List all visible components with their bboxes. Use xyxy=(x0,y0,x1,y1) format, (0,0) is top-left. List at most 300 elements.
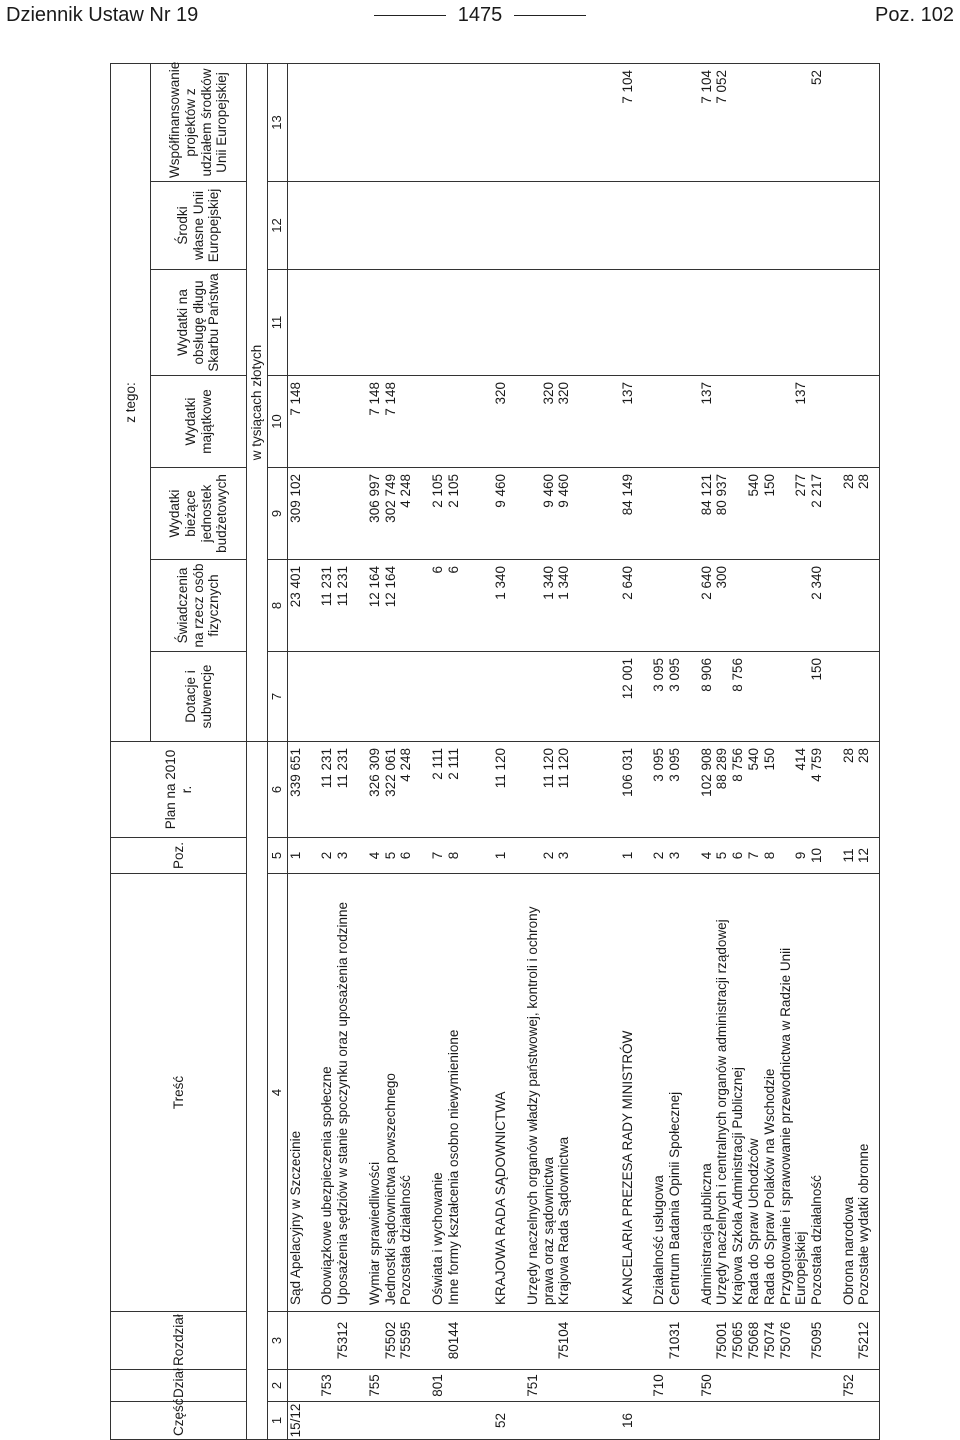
cell-dotacje: 8 906 xyxy=(698,658,714,692)
cell-majatkowe xyxy=(398,376,414,467)
cell-dotacje xyxy=(525,652,541,741)
cell-dzial xyxy=(793,1370,809,1401)
cell-dzial xyxy=(588,1370,604,1401)
cell-czesc xyxy=(398,1402,414,1439)
cell-majatkowe xyxy=(841,376,857,467)
cell-dotacje xyxy=(604,652,620,741)
cell-plan xyxy=(477,742,493,837)
cell-poz: 1 xyxy=(493,851,509,860)
cell-czesc xyxy=(778,1402,794,1439)
cell-rozdzial xyxy=(477,1312,493,1369)
cell-majatkowe xyxy=(746,376,762,467)
cell-majatkowe: 320 xyxy=(493,382,509,405)
cell-plan: 3 095 xyxy=(666,748,682,782)
cell-swiadczenia: 11 231 xyxy=(335,566,351,607)
cell-czesc xyxy=(683,1402,699,1439)
cell-dotacje xyxy=(762,652,778,741)
cell-dotacje xyxy=(588,652,604,741)
cell-swiadczenia: 2 340 xyxy=(809,566,825,600)
cell-majatkowe xyxy=(762,376,778,467)
cell-rozdzial xyxy=(683,1312,699,1369)
cell-dlug xyxy=(414,270,430,375)
cell-dotacje: 12 001 xyxy=(619,658,635,700)
cell-swiadczenia xyxy=(414,560,430,651)
budget-table xyxy=(110,63,880,1440)
cell-tresc: Urzędy naczelnych organów władzy państwowej, kontroli i ochrony xyxy=(524,906,540,1305)
cell-dzial xyxy=(493,1370,509,1401)
cell-srodki xyxy=(446,182,462,269)
cell-rozdzial xyxy=(367,1312,383,1369)
cell-rozdzial xyxy=(509,1312,525,1369)
cell-dlug xyxy=(762,270,778,375)
cell-czesc xyxy=(825,1402,841,1439)
cell-majatkowe xyxy=(825,376,841,467)
header-wydatki-biezace: Wydatki bieżące jednostek budżetowych xyxy=(151,468,247,560)
cell-biezace: 540 xyxy=(745,474,761,497)
column-rozdzial xyxy=(287,1312,879,1370)
column-number: 8 xyxy=(267,560,287,652)
header-plan: Plan na 2010 r. xyxy=(111,742,247,838)
cell-srodki xyxy=(462,182,478,269)
cell-swiadczenia xyxy=(856,560,872,651)
cell-dotacje xyxy=(462,652,478,741)
cell-srodki xyxy=(288,182,304,269)
cell-biezace: 84 121 xyxy=(698,474,714,516)
cell-biezace xyxy=(572,468,588,559)
cell-majatkowe xyxy=(319,376,335,467)
cell-biezace: 277 xyxy=(793,474,809,497)
cell-dotacje xyxy=(714,652,730,741)
cell-srodki xyxy=(304,182,320,269)
position-number: Poz. 102 xyxy=(875,4,954,26)
cell-biezace xyxy=(335,468,351,559)
cell-srodki xyxy=(856,182,872,269)
cell-dotacje xyxy=(746,652,762,741)
cell-dzial xyxy=(825,1370,841,1401)
cell-czesc xyxy=(588,1402,604,1439)
cell-dotacje xyxy=(351,652,367,741)
cell-dzial xyxy=(683,1370,699,1401)
cell-wspol xyxy=(556,64,572,181)
cell-dotacje xyxy=(304,652,320,741)
cell-dzial xyxy=(541,1370,557,1401)
cell-dotacje: 8 756 xyxy=(730,658,746,692)
cell-rozdzial xyxy=(541,1312,557,1369)
cell-tresc: Obrona narodowa xyxy=(840,1196,856,1305)
column-srodki xyxy=(287,182,879,270)
cell-wspol xyxy=(304,64,320,181)
cell-tresc xyxy=(304,874,320,1311)
cell-poz: 8 xyxy=(761,851,777,860)
cell-dlug xyxy=(493,270,509,375)
cell-dotacje xyxy=(367,652,383,741)
cell-tresc: Jednostki sądownictwa powszechnego xyxy=(382,1073,398,1305)
cell-srodki xyxy=(398,182,414,269)
cell-wspol xyxy=(446,64,462,181)
column-number: 9 xyxy=(267,468,287,560)
cell-poz: 7 xyxy=(429,851,445,860)
cell-majatkowe xyxy=(430,376,446,467)
cell-swiadczenia: 6 xyxy=(429,566,445,574)
cell-plan xyxy=(414,742,430,837)
cell-swiadczenia xyxy=(351,560,367,651)
cell-biezace: 9 460 xyxy=(556,474,572,508)
column-number: 13 xyxy=(267,63,287,181)
cell-dlug xyxy=(367,270,383,375)
cell-majatkowe xyxy=(335,376,351,467)
cell-tresc: Urzędy naczelnych i centralnych organów administracji rządowej xyxy=(714,919,730,1305)
cell-majatkowe xyxy=(588,376,604,467)
cell-dotacje xyxy=(398,652,414,741)
header-poz: Poz. xyxy=(111,838,247,874)
cell-wspol xyxy=(651,64,667,181)
cell-dotacje xyxy=(556,652,572,741)
cell-czesc xyxy=(699,1402,715,1439)
cell-srodki xyxy=(525,182,541,269)
cell-rozdzial: 75001 xyxy=(714,1321,730,1360)
cell-dlug xyxy=(541,270,557,375)
cell-dotacje xyxy=(383,652,399,741)
cell-tresc: Pozostałe wydatki obronne xyxy=(856,1143,872,1305)
cell-dzial xyxy=(714,1370,730,1401)
column-number: 2 xyxy=(267,1370,287,1402)
cell-wspol xyxy=(667,64,683,181)
cell-majatkowe xyxy=(856,376,872,467)
cell-czesc xyxy=(651,1402,667,1439)
cell-tresc: Pozostała działalność xyxy=(398,1175,414,1305)
cell-swiadczenia: 12 164 xyxy=(366,566,382,608)
cell-dzial xyxy=(667,1370,683,1401)
column-dotacje xyxy=(287,652,879,742)
cell-poz xyxy=(462,838,478,873)
cell-czesc xyxy=(746,1402,762,1439)
cell-dlug xyxy=(746,270,762,375)
cell-plan xyxy=(351,742,367,837)
cell-majatkowe xyxy=(509,376,525,467)
cell-dotacje: 3 095 xyxy=(666,658,682,692)
cell-dzial xyxy=(462,1370,478,1401)
cell-wspol xyxy=(778,64,794,181)
cell-srodki xyxy=(620,182,636,269)
cell-tresc: KANCELARIA PREZESA RADY MINISTRÓW xyxy=(619,1030,635,1305)
cell-swiadczenia xyxy=(793,560,809,651)
cell-tresc xyxy=(462,874,478,1311)
cell-tresc: prawa oraz sądownictwa xyxy=(540,1157,556,1305)
cell-wspol xyxy=(572,64,588,181)
cell-poz: 12 xyxy=(856,847,872,864)
cell-swiadczenia: 12 164 xyxy=(382,566,398,608)
cell-wspol xyxy=(351,64,367,181)
cell-dzial: 752 xyxy=(840,1374,856,1397)
cell-poz: 4 xyxy=(698,851,714,860)
cell-rozdzial xyxy=(651,1312,667,1369)
cell-srodki xyxy=(793,182,809,269)
cell-majatkowe xyxy=(683,376,699,467)
cell-dzial xyxy=(477,1370,493,1401)
cell-poz: 9 xyxy=(793,851,809,860)
cell-czesc xyxy=(430,1402,446,1439)
cell-dlug xyxy=(651,270,667,375)
cell-biezace: 306 997 xyxy=(366,474,382,523)
cell-dzial xyxy=(809,1370,825,1401)
cell-dzial: 710 xyxy=(651,1374,667,1397)
cell-dotacje xyxy=(635,652,651,741)
cell-poz: 4 xyxy=(366,851,382,860)
cell-dzial xyxy=(335,1370,351,1401)
cell-biezace: 150 xyxy=(761,474,777,497)
cell-wspol xyxy=(319,64,335,181)
cell-swiadczenia xyxy=(825,560,841,651)
cell-majatkowe xyxy=(651,376,667,467)
cell-srodki xyxy=(825,182,841,269)
cell-srodki xyxy=(651,182,667,269)
cell-dotacje xyxy=(335,652,351,741)
cell-biezace: 2 105 xyxy=(429,474,445,508)
cell-majatkowe xyxy=(572,376,588,467)
cell-tresc: Uposażenia sędziów w stanie spoczynku oraz uposażenia rodzinne xyxy=(335,902,351,1305)
cell-majatkowe: 137 xyxy=(619,382,635,405)
cell-dlug xyxy=(430,270,446,375)
cell-dlug xyxy=(604,270,620,375)
cell-plan: 339 651 xyxy=(287,748,303,797)
cell-dlug xyxy=(335,270,351,375)
cell-dzial xyxy=(414,1370,430,1401)
cell-swiadczenia: 6 xyxy=(445,566,461,574)
cell-srodki xyxy=(683,182,699,269)
cell-dlug xyxy=(304,270,320,375)
cell-plan: 11 120 xyxy=(556,748,572,789)
cell-tresc xyxy=(588,874,604,1311)
column-biezace xyxy=(287,468,879,560)
cell-dlug xyxy=(699,270,715,375)
cell-tresc xyxy=(351,874,367,1311)
cell-rozdzial: 75074 xyxy=(761,1321,777,1360)
cell-swiadczenia xyxy=(572,560,588,651)
cell-dlug xyxy=(446,270,462,375)
cell-tresc: Krajowa Rada Sądownictwa xyxy=(556,1136,572,1305)
cell-srodki xyxy=(414,182,430,269)
cell-srodki xyxy=(367,182,383,269)
column-number: 1 xyxy=(267,1402,287,1440)
cell-dlug xyxy=(714,270,730,375)
cell-biezace xyxy=(304,468,320,559)
cell-plan xyxy=(525,742,541,837)
cell-dzial xyxy=(635,1370,651,1401)
cell-swiadczenia xyxy=(304,560,320,651)
cell-swiadczenia xyxy=(462,560,478,651)
cell-swiadczenia xyxy=(778,560,794,651)
cell-plan: 106 031 xyxy=(619,748,635,797)
cell-majatkowe xyxy=(809,376,825,467)
cell-czesc xyxy=(556,1402,572,1439)
cell-rozdzial: 75104 xyxy=(556,1321,572,1360)
cell-swiadczenia xyxy=(588,560,604,651)
header-wydatki-majatkowe: Wydatki majątkowe xyxy=(151,376,247,468)
cell-tresc xyxy=(572,874,588,1311)
cell-dzial xyxy=(304,1370,320,1401)
cell-tresc: Obowiązkowe ubezpieczenia społeczne xyxy=(319,1066,335,1305)
cell-swiadczenia xyxy=(604,560,620,651)
cell-dlug xyxy=(462,270,478,375)
cell-poz xyxy=(525,838,541,873)
cell-rozdzial: 75068 xyxy=(745,1321,761,1360)
cell-dzial xyxy=(856,1370,872,1401)
cell-biezace xyxy=(825,468,841,559)
cell-rozdzial: 75312 xyxy=(335,1321,351,1360)
column-czesc xyxy=(287,1402,879,1440)
cell-poz xyxy=(588,838,604,873)
cell-srodki xyxy=(667,182,683,269)
cell-dzial: 755 xyxy=(366,1374,382,1397)
cell-plan xyxy=(635,742,651,837)
cell-biezace xyxy=(635,468,651,559)
cell-rozdzial: 75076 xyxy=(777,1321,793,1360)
cell-majatkowe xyxy=(730,376,746,467)
cell-poz: 3 xyxy=(335,851,351,860)
cell-dzial xyxy=(398,1370,414,1401)
cell-plan: 28 xyxy=(840,748,856,764)
cell-poz xyxy=(351,838,367,873)
cell-dlug xyxy=(509,270,525,375)
cell-srodki xyxy=(430,182,446,269)
cell-dotacje xyxy=(288,652,304,741)
cell-dlug xyxy=(841,270,857,375)
cell-biezace xyxy=(319,468,335,559)
cell-rozdzial xyxy=(462,1312,478,1369)
cell-dzial xyxy=(778,1370,794,1401)
cell-wspol xyxy=(683,64,699,181)
cell-plan: 11 231 xyxy=(319,748,335,789)
budget-table-sheet xyxy=(110,61,880,1440)
cell-majatkowe xyxy=(635,376,651,467)
cell-wspol: 7 104 xyxy=(698,69,714,104)
cell-tresc: Działalność usługowa xyxy=(651,1175,667,1305)
cell-tresc: Wymiar sprawiedliwości xyxy=(366,1161,382,1305)
cell-poz: 11 xyxy=(840,848,856,863)
cell-majatkowe xyxy=(462,376,478,467)
cell-biezace xyxy=(683,468,699,559)
cell-dlug xyxy=(856,270,872,375)
cell-dotacje xyxy=(319,652,335,741)
cell-rozdzial xyxy=(493,1312,509,1369)
cell-czesc xyxy=(635,1402,651,1439)
cell-dzial xyxy=(620,1370,636,1401)
cell-tresc xyxy=(683,874,699,1311)
cell-plan xyxy=(588,742,604,837)
cell-srodki xyxy=(319,182,335,269)
cell-dzial xyxy=(556,1370,572,1401)
cell-wspol xyxy=(746,64,762,181)
cell-biezace xyxy=(414,468,430,559)
cell-majatkowe xyxy=(446,376,462,467)
journal-title: Dziennik Ustaw Nr 19 xyxy=(6,4,199,26)
cell-czesc xyxy=(509,1402,525,1439)
cell-swiadczenia xyxy=(635,560,651,651)
cell-wspol xyxy=(398,64,414,181)
cell-plan: 88 289 xyxy=(714,748,730,790)
cell-wspol: 7 104 xyxy=(619,69,635,104)
cell-rozdzial xyxy=(288,1312,304,1369)
cell-plan xyxy=(572,742,588,837)
cell-biezace: 9 460 xyxy=(493,474,509,508)
cell-poz xyxy=(825,838,841,873)
cell-swiadczenia: 300 xyxy=(714,566,730,589)
cell-tresc xyxy=(635,874,651,1311)
cell-swiadczenia: 1 340 xyxy=(556,566,572,600)
cell-biezace xyxy=(730,468,746,559)
cell-wspol xyxy=(588,64,604,181)
cell-plan: 540 xyxy=(745,748,761,771)
column-number: 10 xyxy=(267,376,287,468)
cell-plan: 2 111 xyxy=(445,748,461,780)
cell-dlug xyxy=(825,270,841,375)
cell-wspol xyxy=(762,64,778,181)
cell-poz: 10 xyxy=(809,847,825,864)
cell-tresc: Sąd Apelacyjny w Szczecinie xyxy=(287,1130,303,1305)
cell-plan: 8 756 xyxy=(730,748,746,782)
cell-dotacje xyxy=(841,652,857,741)
cell-plan: 322 061 xyxy=(382,748,398,797)
cell-biezace: 309 102 xyxy=(287,474,303,523)
cell-majatkowe xyxy=(304,376,320,467)
cell-srodki xyxy=(383,182,399,269)
cell-biezace xyxy=(778,468,794,559)
cell-czesc xyxy=(304,1402,320,1439)
cell-wspol xyxy=(462,64,478,181)
cell-plan xyxy=(683,742,699,837)
cell-czesc: 15/12 xyxy=(287,1403,303,1438)
cell-czesc xyxy=(383,1402,399,1439)
cell-poz: 2 xyxy=(540,851,556,860)
cell-wspol xyxy=(477,64,493,181)
cell-swiadczenia xyxy=(841,560,857,651)
header-czesc: Część xyxy=(111,1402,247,1440)
page-header xyxy=(0,0,960,34)
cell-rozdzial xyxy=(319,1312,335,1369)
cell-srodki xyxy=(335,182,351,269)
cell-tresc: Europejskiej xyxy=(793,1231,809,1305)
cell-dotacje xyxy=(446,652,462,741)
cell-srodki xyxy=(778,182,794,269)
cell-czesc xyxy=(856,1402,872,1439)
cell-poz: 1 xyxy=(287,851,303,860)
table-body-row xyxy=(287,63,879,1439)
cell-biezace xyxy=(525,468,541,559)
header-swiadczenia: Świadczenia na rzecz osób fizycznych xyxy=(151,560,247,652)
cell-czesc xyxy=(809,1402,825,1439)
cell-poz: 2 xyxy=(651,851,667,860)
column-number: 3 xyxy=(267,1312,287,1370)
cell-dotacje xyxy=(856,652,872,741)
cell-wspol xyxy=(414,64,430,181)
cell-majatkowe xyxy=(778,376,794,467)
cell-majatkowe xyxy=(714,376,730,467)
cell-majatkowe xyxy=(351,376,367,467)
cell-dotacje xyxy=(414,652,430,741)
cell-srodki xyxy=(762,182,778,269)
cell-srodki xyxy=(699,182,715,269)
cell-dzial xyxy=(509,1370,525,1401)
cell-wspol xyxy=(856,64,872,181)
cell-plan: 102 908 xyxy=(698,748,714,797)
column-number: 11 xyxy=(267,270,287,376)
cell-plan: 4 759 xyxy=(809,748,825,782)
cell-dotacje xyxy=(430,652,446,741)
cell-plan: 11 120 xyxy=(540,748,556,789)
cell-czesc xyxy=(730,1402,746,1439)
cell-srodki xyxy=(730,182,746,269)
cell-majatkowe xyxy=(477,376,493,467)
